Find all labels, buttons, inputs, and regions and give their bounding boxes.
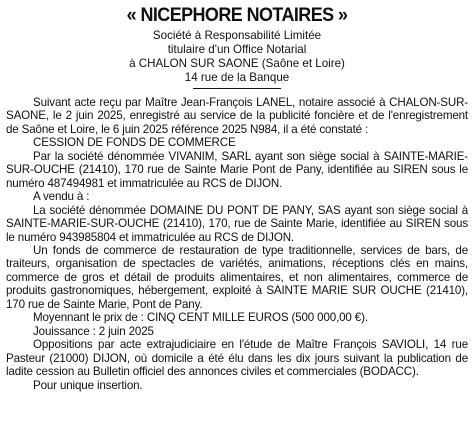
paragraph-oppositions: Oppositions par acte extrajudiciaire en l'étude de Maître François SAVIOLI, 14 rue Pasteur (21000) DIJON, où domicile a été élu dans les dix jours suivant la publication de ladite cession au Bulletin officiel des annonces civiles et commerciales (BODACC). bbox=[6, 338, 468, 379]
paragraph-buyer: La société dénommée DOMAINE DU PONT DE PANY, SAS ayant son siège social à SAINTE-MARIE-SUR-OUCHE (21410), 170, rue de Sainte Marie, identifiée au SIREN sous le numéro 943985804 et immatriculée au RCS de DIJON. bbox=[6, 203, 468, 244]
paragraph-possession: Jouissance : 2 juin 2025 bbox=[33, 324, 154, 338]
paragraph-heading: CESSION DE FONDS DE COMMERCE bbox=[33, 136, 236, 150]
office-address: 14 rue de la Banque bbox=[184, 71, 290, 84]
office-holder: titulaire d'un Office Notarial bbox=[167, 43, 307, 56]
notary-header bbox=[6, 29, 468, 85]
paragraph-deed: Suivant acte reçu par Maître Jean-François LANEL, notaire associé à CHALON-SUR-SAONE, le 2 juin 2025, enregistré au service de la publicité foncière et de l'enregistrement de Saône et Loire, le 6 juin 2025 référence 2025 N984, il a été constaté : bbox=[6, 96, 468, 136]
paragraph-sold-to: A vendu à : bbox=[33, 190, 90, 204]
notice-body bbox=[6, 96, 468, 392]
paragraph-business: Un fonds de commerce de restauration de type traditionnelle, services de bars, de traiteurs, organisation de spectacles de variétés, animations, réceptions clés en mains, commerce de gros et détail de produits alimentaires, et non alimentaires, commerce de produits gastronomiques, hébergement, exploité à SAINTE MARIE SUR OUCHE (21410), 170 rue de Sainte Marie, Pont de Pany. bbox=[6, 243, 468, 311]
header-divider bbox=[193, 88, 281, 89]
office-city: à CHALON SUR SAONE (Saône et Loire) bbox=[129, 57, 345, 70]
company-type: Société à Responsabilité Limitée bbox=[152, 29, 322, 42]
paragraph-price: Moyennant le prix de : CINQ CENT MILLE EUROS (500 000,00 €). bbox=[33, 311, 368, 325]
paragraph-seller: Par la société dénommée VIVANIM, SARL ayant son siège social à SAINTE-MARIE-SUR-OUCHE (21410), 170 rue de Sainte Marie Pont de Pany, identifiée au SIREN sous le numéro 487494981 et immatriculée au RCS de DIJON. bbox=[6, 149, 468, 190]
notice-title: « NICEPHORE NOTAIRES » bbox=[126, 4, 348, 26]
paragraph-insertion: Pour unique insertion. bbox=[33, 378, 143, 392]
